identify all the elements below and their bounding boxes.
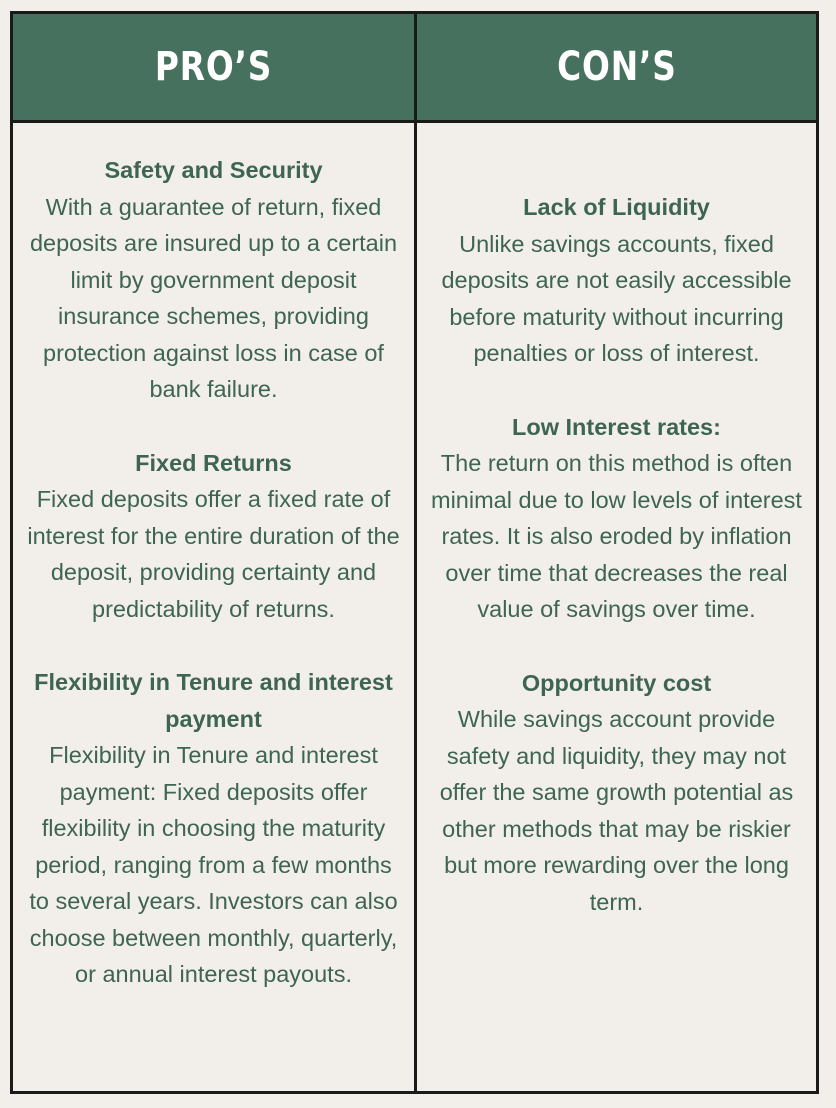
con-item-body: The return on this method is often minimal due to low levels of interest rates. It is also eroded by inflation over time that decreases the real value of savings over time.: [431, 450, 802, 622]
cons-header: [417, 14, 816, 123]
con-item-body: While savings account provide safety and liquidity, they may not offer the same growth potential as other methods that may be riskier but more rewarding over the long term.: [439, 706, 794, 915]
con-item-title: Low Interest rates:: [512, 413, 721, 440]
con-item: [431, 665, 802, 921]
con-item-body: Unlike savings accounts, fixed deposits are not easily accessible before maturity without incurring penalties or loss of interest.: [441, 230, 792, 366]
cons-column: [417, 123, 816, 1091]
con-item: [431, 189, 802, 372]
pros-cons-table: [10, 11, 819, 1094]
pros-header-label: PRO’S: [154, 44, 273, 90]
pro-item-title: Safety and Security: [104, 157, 323, 183]
pro-item-body: With a guarantee of return, fixed deposits are insured up to a certain limit by government deposit insurance schemes, providing protection against loss in case of bank failure.: [29, 193, 398, 402]
pro-item-title: Flexibility in Tenure and interest payment: [34, 669, 393, 732]
pros-header: [13, 14, 417, 123]
pro-item-title: Fixed Returns: [135, 449, 292, 476]
con-item: [431, 409, 802, 628]
pro-item-body: Flexibility in Tenure and interest payment: Fixed deposits offer flexibility in choosing the maturity period, ranging from a few months to several years. Investors can also choose between monthly, quarterly, or annual interest payouts.: [29, 742, 398, 987]
con-item-title: Opportunity cost: [521, 669, 712, 696]
pro-item: [27, 152, 400, 408]
pros-column: [13, 123, 417, 1091]
con-item-title: Lack of Liquidity: [523, 194, 710, 220]
pro-item: [27, 445, 400, 628]
cons-header-label: CON’S: [556, 44, 677, 90]
pro-item: [27, 664, 400, 993]
pro-item-body: Fixed deposits offer a fixed rate of interest for the entire duration of the deposit, providing certainty and predictability of returns.: [27, 486, 400, 622]
